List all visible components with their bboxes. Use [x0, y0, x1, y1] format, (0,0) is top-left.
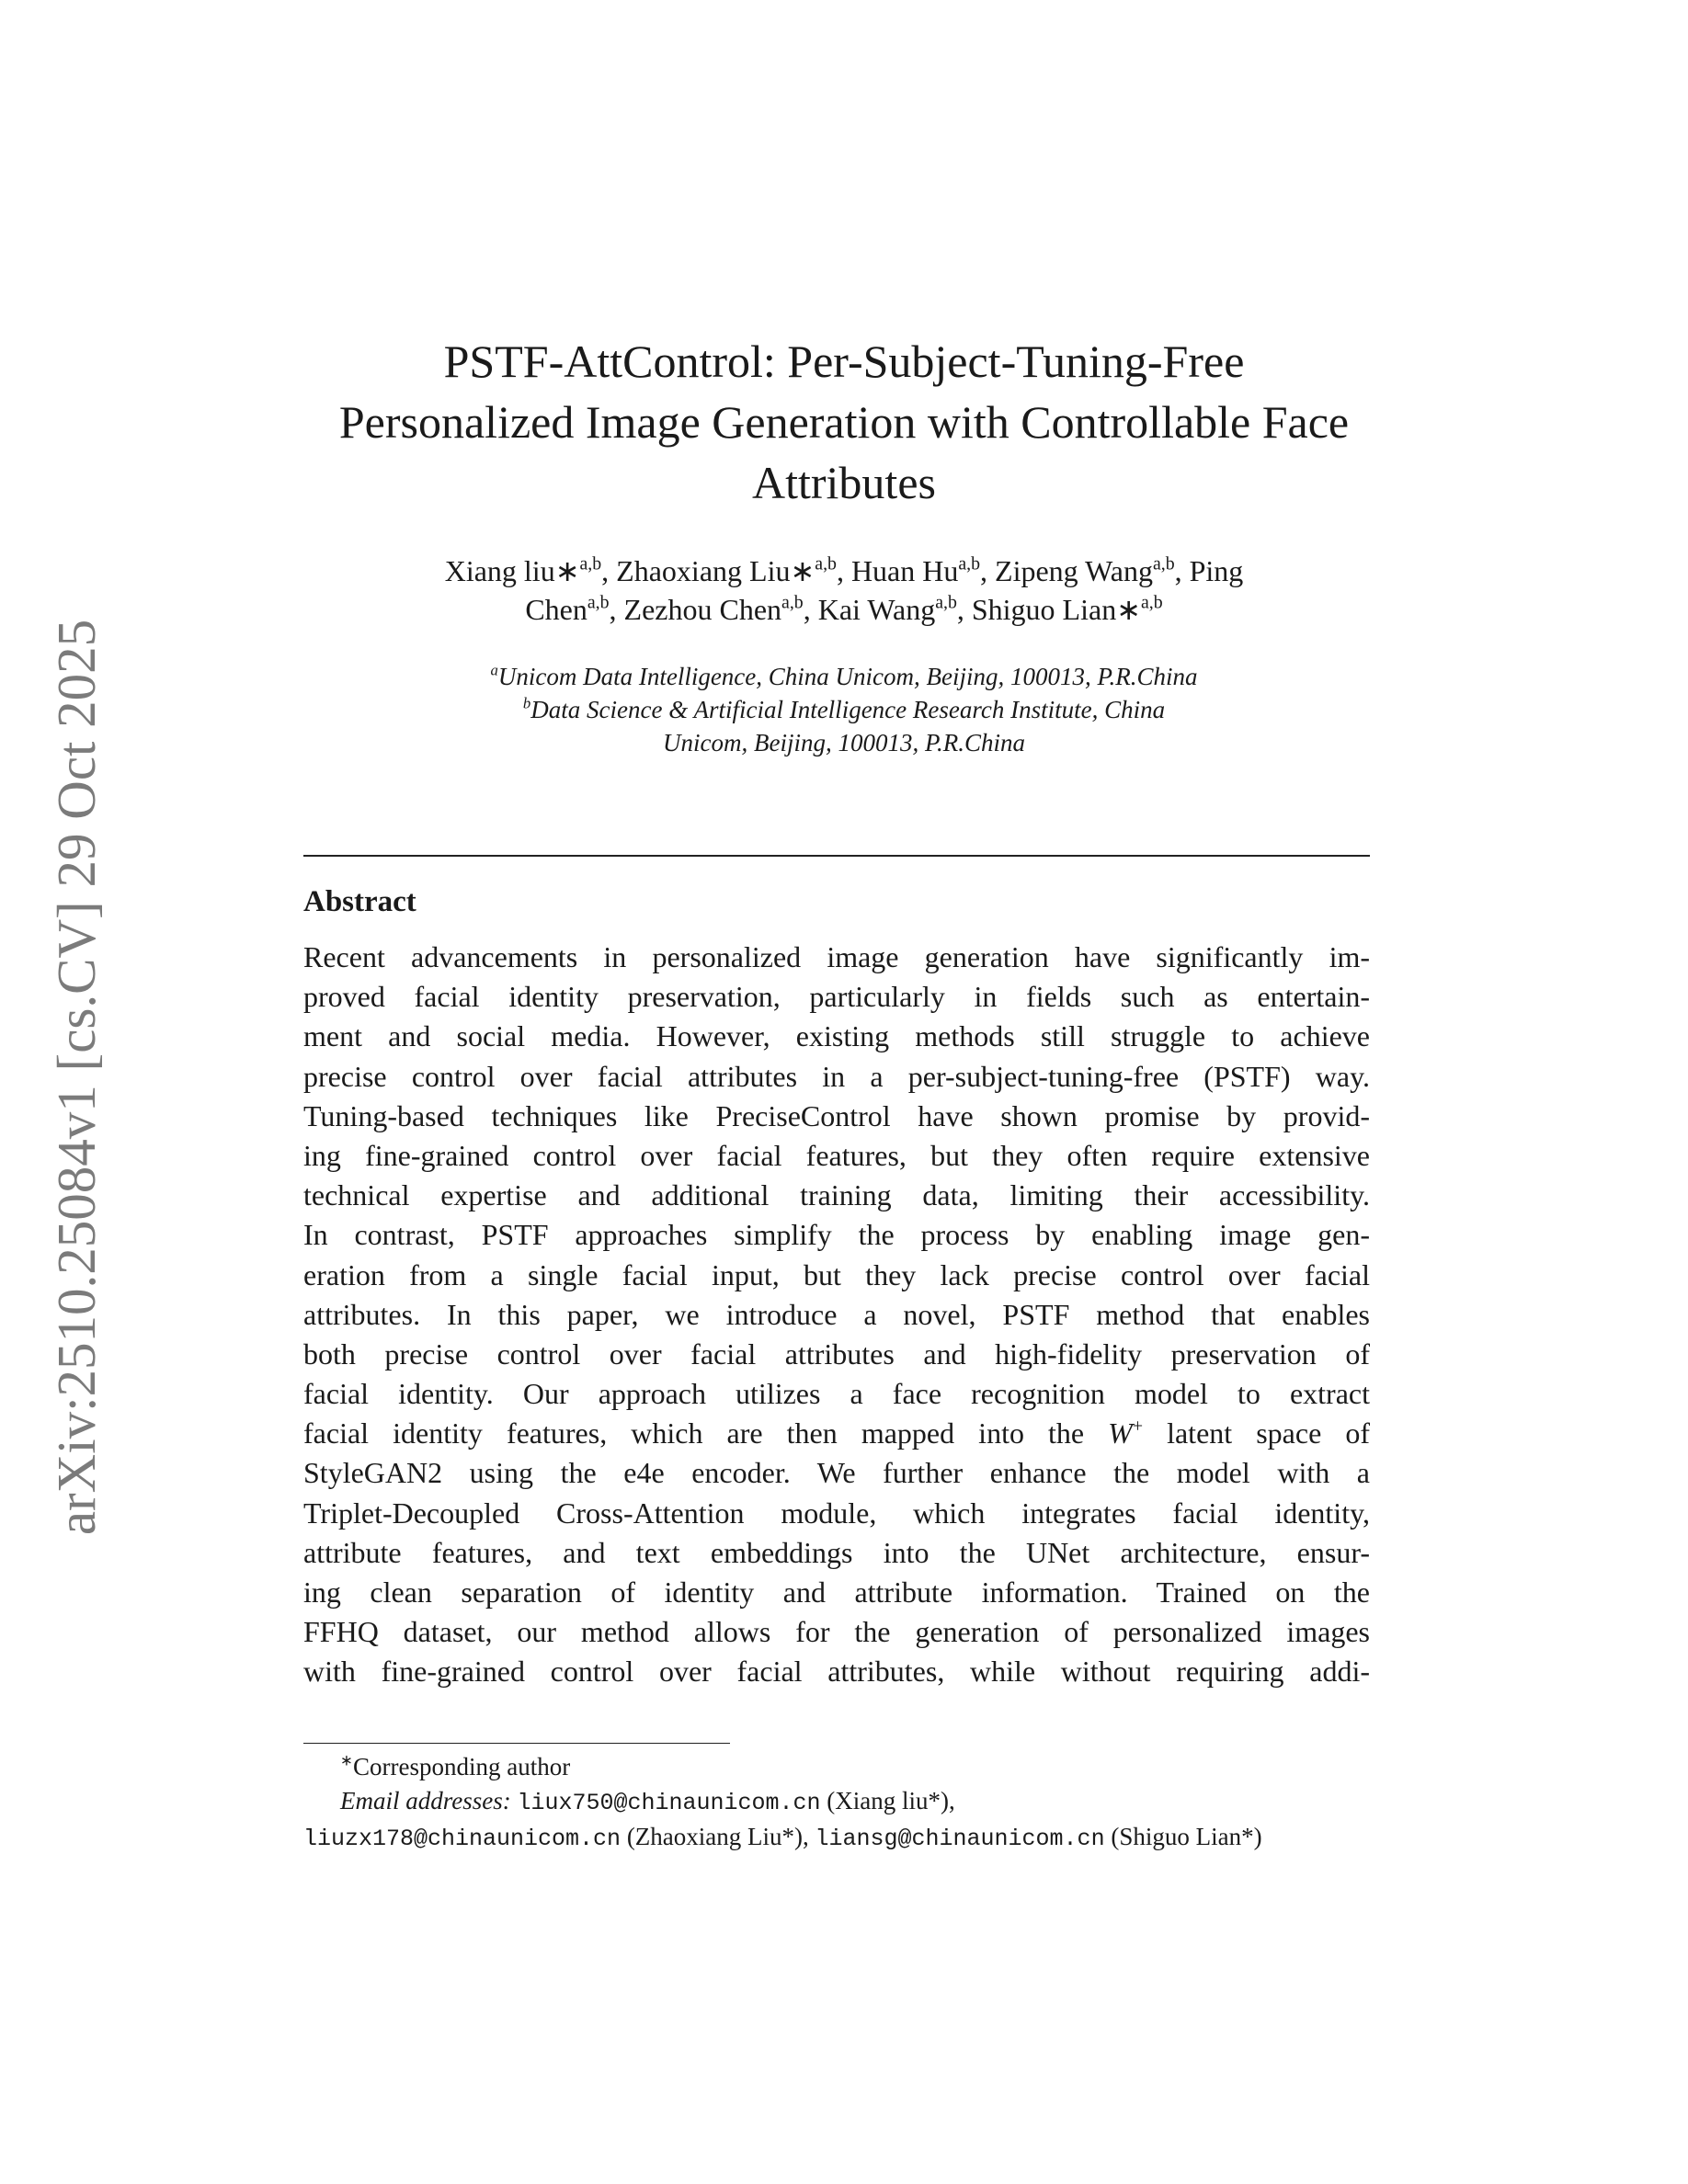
- abstract-line: FFHQ dataset, our method allows for the generation of personalized images: [303, 1615, 1370, 1649]
- abstract-line: Triplet-Decoupled Cross-Attention module, which integrates facial identity,: [303, 1496, 1370, 1530]
- abstract-line: facial identity. Our approach utilizes a face recognition model to extract: [303, 1377, 1370, 1411]
- abstract-body: [303, 938, 1370, 1692]
- abstract-line: StyleGAN2 using the e4e encoder. We further enhance the model with a: [303, 1456, 1370, 1490]
- abstract-line: Tuning-based techniques like PreciseControl have shown promise by provid-: [303, 1098, 1370, 1132]
- author-separator: ,: [1174, 554, 1190, 587]
- abstract-line: attribute features, and text embeddings into the UNet architecture, ensur-: [303, 1535, 1370, 1569]
- affiliation-text: Data Science & Artificial Intelligence Research Institute, China: [530, 696, 1166, 723]
- arxiv-identifier-stamp: arXiv:2510.25084v1 [cs.CV] 29 Oct 2025: [46, 619, 107, 1536]
- email-owner: (Xiang liu*),: [827, 1787, 955, 1814]
- abstract-line: proved facial identity preservation, particularly in fields such as entertain-: [303, 980, 1370, 1014]
- abstract-line: attributes. In this paper, we introduce a novel, PSTF method that enables: [303, 1297, 1370, 1331]
- paper-title: [276, 331, 1412, 513]
- abstract-line: precise control over facial attributes in a per-subject-tuning-free (PSTF) way.: [303, 1059, 1370, 1093]
- affiliation-list: [276, 660, 1412, 759]
- abstract-line: eration from a single facial input, but they lack precise control over facial: [303, 1257, 1370, 1291]
- author-affiliation-mark: a,b: [1141, 592, 1163, 613]
- email-address[interactable]: liuzx178@chinaunicom.cn: [303, 1826, 622, 1852]
- author-affiliation-mark: a,b: [579, 553, 602, 574]
- email-line-1: [303, 1784, 1370, 1820]
- affiliation-key: a: [490, 661, 498, 679]
- email-address[interactable]: liux750@chinaunicom.cn: [517, 1790, 821, 1816]
- abstract-line: In contrast, PSTF approaches simplify the process by enabling image gen-: [303, 1218, 1370, 1252]
- author-separator: ,: [956, 593, 972, 626]
- email-owner: (Shiguo Lian*): [1111, 1823, 1262, 1850]
- footnotes: [303, 1750, 1370, 1856]
- author-separator: ,: [803, 593, 818, 626]
- affiliation-b: [276, 693, 1412, 726]
- abstract-line: ing clean separation of identity and attribute information. Trained on the: [303, 1575, 1370, 1609]
- affiliation-text: Unicom Data Intelligence, China Unicom, Beijing, 100013, P.R.China: [497, 663, 1198, 690]
- email-address[interactable]: liansg@chinaunicom.cn: [815, 1826, 1105, 1852]
- abstract-line: facial identity features, which are then mapped into the W+ latent space of: [303, 1416, 1370, 1450]
- author-affiliation-mark: a,b: [815, 553, 837, 574]
- title-line: Attributes: [752, 457, 936, 508]
- author-name-second-part: Chen: [525, 593, 587, 626]
- author-list: [276, 552, 1412, 629]
- abstract-line: ing fine-grained control over facial features, but they often require extensive: [303, 1138, 1370, 1172]
- abstract-line: with fine-grained control over facial attributes, while without requiring addi-: [303, 1655, 1370, 1689]
- email-label: Email addresses:: [340, 1787, 511, 1814]
- footnote-rule: [303, 1743, 730, 1744]
- abstract-line: both precise control over facial attributes and high-fidelity preservation of: [303, 1337, 1370, 1371]
- author-affiliation-mark: a,b: [587, 592, 610, 613]
- author-separator: ,: [609, 593, 624, 626]
- author-affiliation-mark: a,b: [958, 553, 981, 574]
- email-line-2: [303, 1820, 1370, 1856]
- corresponding-author-note: [303, 1750, 1370, 1784]
- abstract-line: Recent advancements in personalized image generation have significantly im-: [303, 940, 1370, 973]
- author-mark: ∗: [1116, 593, 1141, 626]
- email-owner: (Zhaoxiang Liu*),: [626, 1823, 809, 1850]
- affiliation-b-continued: Unicom, Beijing, 100013, P.R.China: [663, 729, 1025, 756]
- author-line: [276, 552, 1412, 590]
- author-name: Zezhou Chen: [623, 593, 782, 626]
- author-mark: ∗: [790, 554, 815, 587]
- author-affiliation-mark: a,b: [1152, 553, 1175, 574]
- abstract-heading: Abstract: [303, 885, 416, 918]
- title-line: Personalized Image Generation with Controllable Face: [338, 396, 1350, 448]
- author-separator: ,: [836, 554, 851, 587]
- abstract-line: ment and social media. However, existing methods still struggle to achieve: [303, 1019, 1370, 1053]
- abstract-top-rule: [303, 855, 1370, 857]
- author-separator: ,: [980, 554, 996, 587]
- title-line: PSTF-AttControl: Per-Subject-Tuning-Free: [443, 336, 1245, 387]
- author-affiliation-mark: a,b: [935, 592, 957, 613]
- corresponding-mark: ∗: [340, 1751, 354, 1769]
- author-name: Xiang liu: [444, 554, 555, 587]
- author-name: Zhaoxiang Liu: [616, 554, 791, 587]
- author-name: Zipeng Wang: [995, 554, 1153, 587]
- author-name: Kai Wang: [817, 593, 936, 626]
- author-name-first-part: Ping: [1189, 554, 1244, 587]
- author-separator: ,: [601, 554, 617, 587]
- corresponding-text: Corresponding author: [353, 1753, 571, 1780]
- affiliation-key: b: [522, 694, 531, 712]
- author-line: [276, 590, 1412, 629]
- author-name: Shiguo Lian: [971, 593, 1117, 626]
- author-mark: ∗: [554, 554, 580, 587]
- affiliation-a: [276, 660, 1412, 693]
- author-name: Huan Hu: [850, 554, 959, 587]
- author-affiliation-mark: a,b: [781, 592, 804, 613]
- abstract-line: technical expertise and additional training data, limiting their accessibility.: [303, 1178, 1370, 1212]
